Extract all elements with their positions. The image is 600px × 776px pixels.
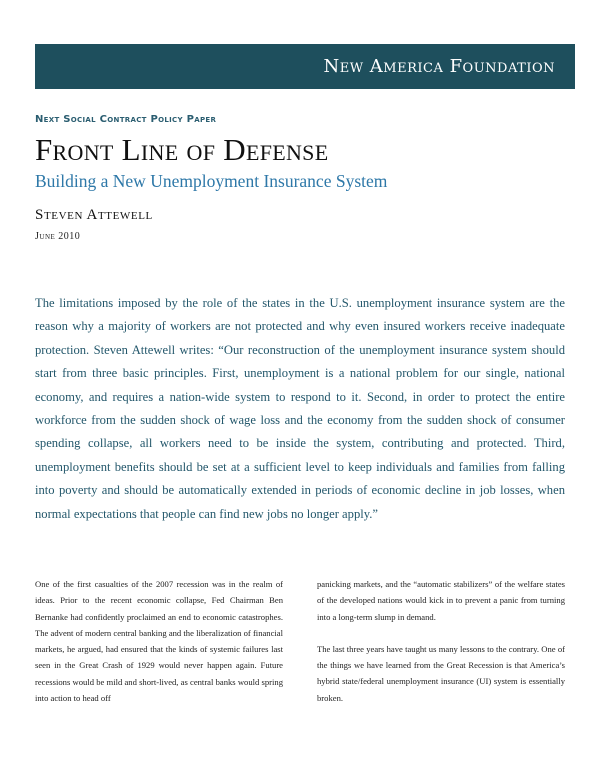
header-banner: [35, 44, 575, 89]
page-subtitle: Building a New Unemployment Insurance System: [35, 171, 388, 191]
body-column-right: [317, 576, 565, 706]
author-name: Steven Attewell: [35, 207, 153, 223]
body-column-left: [35, 576, 283, 706]
body-paragraph: panicking markets, and the “automatic stabilizers” of the welfare states of the developed nations would kick in to prevent a panic from turning into a long-term slump in demand.: [317, 579, 565, 622]
abstract-text: The limitations imposed by the role of the states in the U.S. unemployment insurance system are the reason why a majority of workers are not protected and why even insured workers receive inadequate protection. Steven Attewell writes: “Our reconstruction of the unemployment insurance system should start from three basic principles. First, unemployment is a national problem for our single, national economy, and requires a nation-wide system to respond to it. Second, in order to protect the entire workforce from the sudden shock of wage loss and the economy from the sudden shock of consumer spending collapse, all workers need to be inside the system, contributing and protected. Third, unemployment benefits should be set at a sufficient level to keep individuals and families from falling into poverty and should be automatically extended in periods of economic decline in job losses, when normal expectations that people can find new jobs no longer apply.”: [35, 296, 565, 521]
body-paragraph: The last three years have taught us many lessons to the contrary. One of the things we have learned from the Great Recession is that America’s hybrid state/federal unemployment insurance (UI) system is essentially broken.: [317, 643, 565, 703]
page-title: Front Line of Defense: [35, 132, 329, 167]
publication-date: June 2010: [35, 231, 81, 242]
body-paragraph: One of the first casualties of the 2007 recession was in the realm of ideas. Prior to the recent economic collapse, Fed Chairman Ben Bernanke had confidently proclaimed an end to economic catastrophes. The advent of modern central banking and the liberalization of financial markets, he argued, had ensured that the kinds of systemic failures last seen in the Great Crash of 1929 would never happen again. Future recessions would be mild and short-lived, as central banks would spring into action to head off: [35, 579, 283, 704]
organization-name: New America Foundation: [323, 56, 555, 77]
series-label: Next Social Contract Policy Paper: [35, 114, 217, 125]
